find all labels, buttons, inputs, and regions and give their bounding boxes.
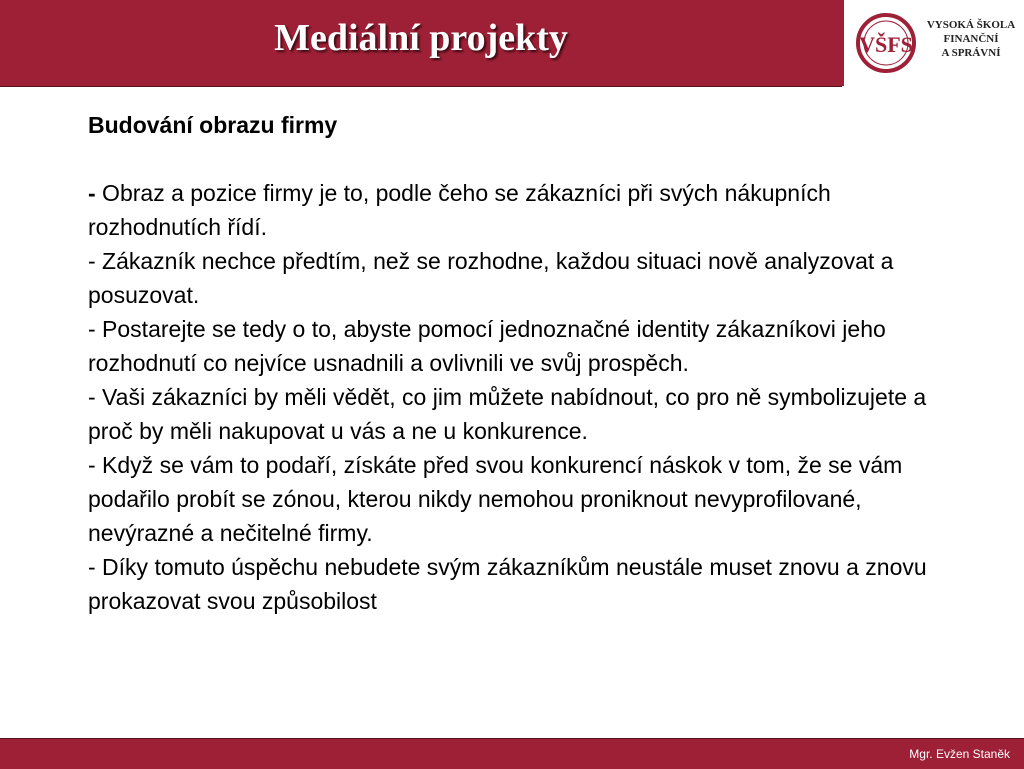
logo-text	[918, 18, 1024, 60]
svg-text:VŠFS: VŠFS	[859, 32, 913, 57]
content-heading: Budování obrazu firmy	[88, 112, 338, 138]
bullet-1-text: Obraz a pozice firmy je to, podle čeho se zákazníci při svých nákupních rozhodnutích řídí.	[88, 180, 831, 240]
school-logo	[842, 0, 1024, 86]
logo-line-1: VYSOKÁ ŠKOLA	[926, 19, 1016, 31]
slide-content	[88, 108, 958, 618]
logo-line-3: A SPRÁVNÍ	[941, 47, 1001, 59]
bullet-dash: -	[88, 180, 96, 206]
header-bar	[0, 0, 842, 87]
bullet-5: - Když se vám to podaří, získáte před svou konkurencí náskok v tom, že se vám podařilo probít se zónou, kterou nikdy nemohou proniknout nevyprofilované, nevýrazné a nečitelné firmy.	[88, 452, 903, 546]
logo-line-2: FINANČNÍ	[943, 33, 999, 45]
vsfs-emblem-icon	[854, 8, 918, 78]
bullet-2: - Zákazník nechce předtím, než se rozhodne, každou situaci nově analyzovat a posuzovat.	[88, 248, 894, 308]
bullet-6: - Díky tomuto úspěchu nebudete svým zákazníkům neustále muset znovu a znovu prokazovat svou způsobilost	[88, 554, 927, 614]
bullet-3: - Postarejte se tedy o to, abyste pomocí jednoznačné identity zákazníkovi jeho rozhodnutí co nejvíce usnadnili a ovlivnili ve svůj prospěch.	[88, 316, 886, 376]
footer-bar	[0, 738, 1024, 769]
slide-title: Mediální projekty	[274, 17, 568, 59]
bullet-4: - Vaši zákazníci by měli vědět, co jim můžete nabídnout, co pro ně symbolizujete a proč by měli nakupovat u vás a ne u konkurence.	[88, 384, 927, 444]
bullet-1	[88, 176, 958, 244]
author-name: Mgr. Evžen Staněk	[909, 747, 1010, 761]
